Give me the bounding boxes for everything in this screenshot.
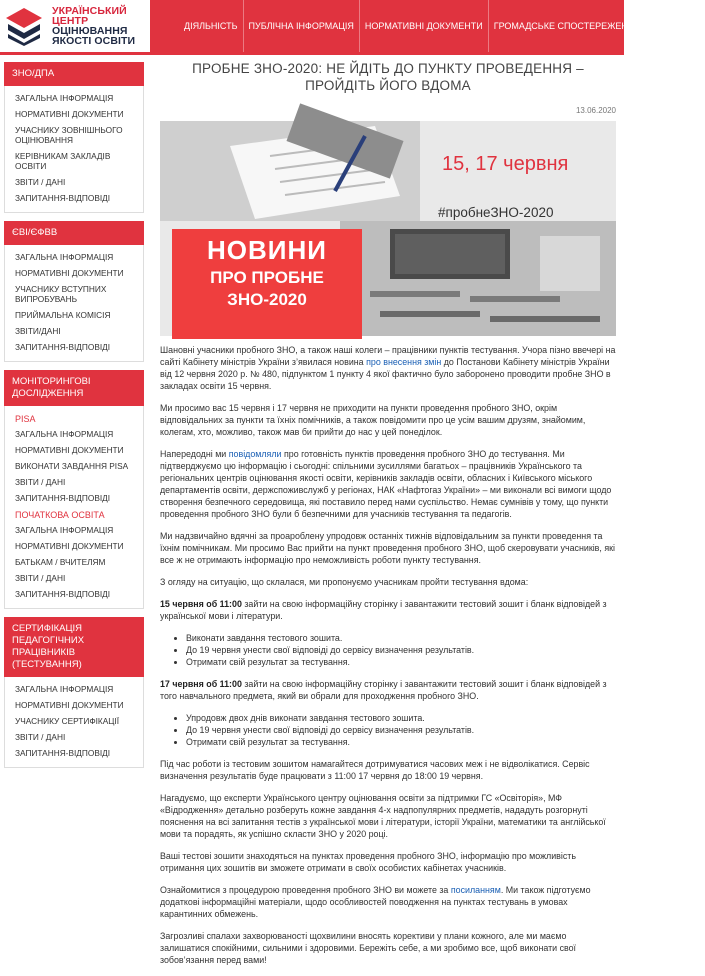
sidebar-section-certification[interactable]: СЕРТИФІКАЦІЯ ПЕДАГОГІЧНИХ ПРАЦІВНИКІВ (ТЕСТУВАННЯ)	[4, 617, 144, 677]
sidebar-item[interactable]: ЗАГАЛЬНА ІНФОРМАЦІЯ	[15, 684, 114, 694]
list-item: • Отримати свій результат за тестування.	[186, 736, 616, 748]
sidebar-item[interactable]: ЗВІТИ / ДАНІ	[15, 477, 66, 487]
paragraph-text: про готовність пунктів проведення пробного ЗНО до тестування. Ми підтверджуємо цю інформацію і сьогодні: спільними зусиллями багатьох – працівників Українського та регіональних центрів оцінювання якості освіти, керівників закладів освіти, обласних і Київського міського департаментів освіти, держспоживслужб у регіонах, НАК «Нафтогаз України» – ми виконали всі вимоги щодо створення безпечного середовища, які поставило перед нами суспільство. Немає сумнівів у тому, що пункти проведення пробного ЗНО були б безпечними для учасників тестування та педагогів.	[160, 449, 612, 519]
sidebar-item[interactable]: ЗАГАЛЬНА ІНФОРМАЦІЯ	[15, 525, 114, 535]
article-date: 13.06.2020	[575, 106, 616, 115]
article-body	[160, 344, 616, 966]
sidebar-section-evi[interactable]: ЄВІ/ЄФВВ	[4, 221, 144, 245]
sidebar-item[interactable]: КЕРІВНИКАМ ЗАКЛАДІВ ОСВІТИ	[15, 151, 111, 171]
nav-contacts[interactable]: КОНТАКТИ	[647, 0, 705, 52]
list-item: • До 19 червня унести свої відповіді до сервісу визначення результатів.	[186, 644, 616, 656]
sidebar-item[interactable]: ЗАПИТАННЯ-ВІДПОВІДІ	[15, 342, 111, 352]
logo-emblem-icon	[4, 6, 44, 46]
sidebar-item[interactable]: ЗАПИТАННЯ-ВІДПОВІДІ	[15, 589, 111, 599]
paragraph: Під час роботи із тестовим зошитом намагайтеся дотримуватися часових меж і не відволікатися. Сервіс визначення результатів буде працювати з 11:00 17 червня до 18:00 19 червня.	[160, 759, 590, 781]
date-lead: 17 червня об 11:00	[160, 679, 242, 689]
sidebar-list-zno	[4, 86, 144, 213]
sidebar-item[interactable]: УЧАСНИКУ ЗОВНІШНЬОГО ОЦІНЮВАННЯ	[15, 125, 123, 145]
sidebar	[4, 62, 144, 768]
banner-news-line-3: ЗНО-2020	[227, 290, 307, 309]
list-item: • Отримати свій результат за тестування.	[186, 656, 616, 668]
paragraph-text: Ознайомитися з процедурою проведення пробного ЗНО ви можете за	[160, 885, 451, 895]
paragraph	[160, 344, 616, 392]
list-item: • Упродовж двох днів виконати завдання тестового зошита.	[186, 712, 616, 724]
site-header	[0, 0, 699, 55]
nav-public-info[interactable]: ПУБЛІЧНА ІНФОРМАЦІЯ	[244, 0, 360, 52]
paragraph	[160, 884, 616, 920]
sidebar-item[interactable]: ПРИЙМАЛЬНА КОМІСІЯ	[15, 310, 111, 320]
paragraph-text: Шановні учасники пробного ЗНО, а також наші колеги – працівники пунктів тестування. Учора пізно ввечері на сайті Кабінету міністрів України з’явилася новина	[160, 345, 616, 367]
nav-activity[interactable]: ДІЯЛЬНІСТЬ	[150, 0, 244, 52]
nav-public-observation[interactable]: ГРОМАДСЬКЕ СПОСТЕРЕЖЕННЯ	[489, 0, 647, 52]
date-lead: 15 червня об 11:00	[160, 599, 242, 609]
sidebar-item[interactable]: ЗВІТИ / ДАНІ	[15, 732, 66, 742]
paragraph-text: до Постанови Кабінету міністрів України від 12 червня 2020 р. № 480, підпунктом 1 пункту 4 якої фактично було заборонено проводити пробне ЗНО в закладах освіти 15 червня.	[160, 357, 611, 391]
article-title: ПРОБНЕ ЗНО-2020: НЕ ЙДІТЬ ДО ПУНКТУ ПРОВЕДЕННЯ – ПРОЙДІТЬ ЙОГО ВДОМА	[192, 61, 584, 93]
banner-news-line-1: НОВИНИ	[207, 235, 327, 265]
banner-hashtag: #пробнеЗНО-2020	[438, 205, 554, 220]
banner-news-box	[172, 229, 362, 339]
steps-list-2	[160, 712, 616, 748]
sidebar-item[interactable]: ЗАПИТАННЯ-ВІДПОВІДІ	[15, 493, 111, 503]
sidebar-item[interactable]: ЗАПИТАННЯ-ВІДПОВІДІ	[15, 193, 111, 203]
paragraph: Загрозливі спалахи захворюваності щохвилини вносять корективи у плани кожного, але ми маємо залишатися спокійними, сильними і здоровими. Бережіть себе, а ми зробимо все, щоб виконати свої зобов’язання перед вами!	[160, 931, 577, 965]
list-item: • До 19 червня унести свої відповіді до сервісу визначення результатів.	[186, 724, 616, 736]
banner-dates: 15, 17 червня	[442, 153, 569, 175]
sidebar-list-certification	[4, 677, 144, 768]
sidebar-item[interactable]: НОРМАТИВНІ ДОКУМЕНТИ	[15, 109, 124, 119]
sidebar-item[interactable]: НОРМАТИВНІ ДОКУМЕНТИ	[15, 445, 124, 455]
sidebar-item[interactable]: НОРМАТИВНІ ДОКУМЕНТИ	[15, 541, 124, 551]
article-banner	[160, 121, 616, 336]
paragraph: Ми просимо вас 15 червня і 17 червня не приходити на пункти проведення пробного ЗНО, окрім відповідальних за пункти та їхніх помічників, а також повідомити про це усім вашим друзям, знайомим, колегам, хто, можливо, також мав би прийти до нас у цей понеділок.	[160, 403, 586, 437]
sidebar-item[interactable]: ЗВІТИ / ДАНІ	[15, 573, 66, 583]
link-changes[interactable]: про внесення змін	[366, 357, 442, 367]
paragraph: Нагадуємо, що експерти Українського центру оцінювання освіти за підтримки ГС «Освіторія», МФ «Відродження» детально розберуть кожне завдання 4-х надпопулярних предметів, нададуть розгорнуті пояснення на всі запитання тестів з української мови і літератури, історії України, математики та англійської мови та порадять, як успішно скласти ЗНО у 2020 році.	[160, 793, 606, 839]
paragraph-text: зайти на свою інформаційну сторінку і завантажити тестовий зошит і бланк відповідей з того навчального предмета, який ви обрали для проходження пробного ЗНО.	[160, 679, 607, 701]
banner-news-line-2: ПРО ПРОБНЕ	[210, 268, 324, 287]
sidebar-item[interactable]: ЗАГАЛЬНА ІНФОРМАЦІЯ	[15, 252, 114, 262]
sidebar-item[interactable]: ВИКОНАТИ ЗАВДАННЯ PISA	[15, 461, 129, 471]
link-procedure[interactable]: посиланням	[450, 885, 501, 895]
logo-line-2: ЦЕНТР	[52, 15, 89, 27]
logo-text	[52, 6, 135, 46]
sidebar-item[interactable]: ЗАГАЛЬНА ІНФОРМАЦІЯ	[15, 93, 114, 103]
link-reported[interactable]: повідомляли	[228, 449, 282, 459]
sidebar-subsection-primary[interactable]: ПОЧАТКОВА ОСВІТА	[15, 510, 105, 520]
paragraph: Ми надзвичайно вдячні за проароблену упродовж останніх тижнів відповідальним за пункти проведення та їхнім помічникам. Ми просимо Вас прийти на пункт проведення пробного ЗНО, щоб скеровувати учасників, які все ж не отримають інформацію про неможливість роботи пункту тестування.	[160, 531, 615, 565]
paragraph-text: Напередодні ми	[160, 449, 229, 459]
list-item: • Виконати завдання тестового зошита.	[186, 632, 616, 644]
sidebar-section-monitoring[interactable]: МОНІТОРИНГОВІ ДОСЛІДЖЕННЯ	[4, 370, 144, 406]
paragraph	[160, 448, 616, 520]
steps-list-1	[160, 632, 616, 668]
paragraph	[160, 678, 616, 702]
logo-line-3: ОЦІНЮВАННЯ	[52, 25, 128, 37]
sidebar-item[interactable]: НОРМАТИВНІ ДОКУМЕНТИ	[15, 268, 124, 278]
sidebar-list-evi	[4, 245, 144, 362]
sidebar-item[interactable]: УЧАСНИКУ ВСТУПНИХ ВИПРОБУВАНЬ	[15, 284, 107, 304]
paragraph: Ваші тестові зошити знаходяться на пунктах проведення пробного ЗНО, інформацію про можливість отримання цих зошитів ви зможете отримати в своїх особистих кабінетах учасників.	[160, 851, 576, 873]
sidebar-item[interactable]: ЗВІТИ/ДАНІ	[15, 326, 61, 336]
paragraph-text: . Ми також підготуємо додаткові інформаційні матеріали, щодо особливостей поводження на пунктах тестувань в умовах карантинних обмежень.	[160, 885, 591, 919]
sidebar-item[interactable]: ЗВІТИ / ДАНІ	[15, 177, 66, 187]
site-logo[interactable]	[4, 4, 149, 48]
sidebar-item[interactable]: НОРМАТИВНІ ДОКУМЕНТИ	[15, 700, 124, 710]
logo-line-1: УКРАЇНСЬКИЙ	[52, 5, 127, 17]
sidebar-item[interactable]: БАТЬКАМ / ВЧИТЕЛЯМ	[15, 557, 106, 567]
sidebar-subsection-pisa[interactable]: PISA	[15, 414, 36, 424]
sidebar-item[interactable]: ЗАПИТАННЯ-ВІДПОВІДІ	[15, 748, 111, 758]
paragraph: З огляду на ситуацію, що склалася, ми пропонуємо учасникам пройти тестування вдома:	[160, 577, 529, 587]
sidebar-list-monitoring	[4, 406, 144, 609]
logo-line-4: ЯКОСТІ ОСВІТИ	[52, 35, 136, 47]
article	[160, 60, 616, 976]
sidebar-section-zno[interactable]: ЗНО/ДПА	[4, 62, 144, 86]
paragraph-text: зайти на свою інформаційну сторінку і завантажити тестовий зошит і бланк відповідей з української мови і літератури.	[160, 599, 607, 621]
nav-normative-docs[interactable]: НОРМАТИВНІ ДОКУМЕНТИ	[360, 0, 489, 52]
main-nav	[150, 0, 699, 52]
paragraph	[160, 598, 616, 622]
sidebar-item[interactable]: УЧАСНИКУ СЕРТИФІКАЦІЇ	[15, 716, 120, 726]
sidebar-item[interactable]: ЗАГАЛЬНА ІНФОРМАЦІЯ	[15, 429, 114, 439]
